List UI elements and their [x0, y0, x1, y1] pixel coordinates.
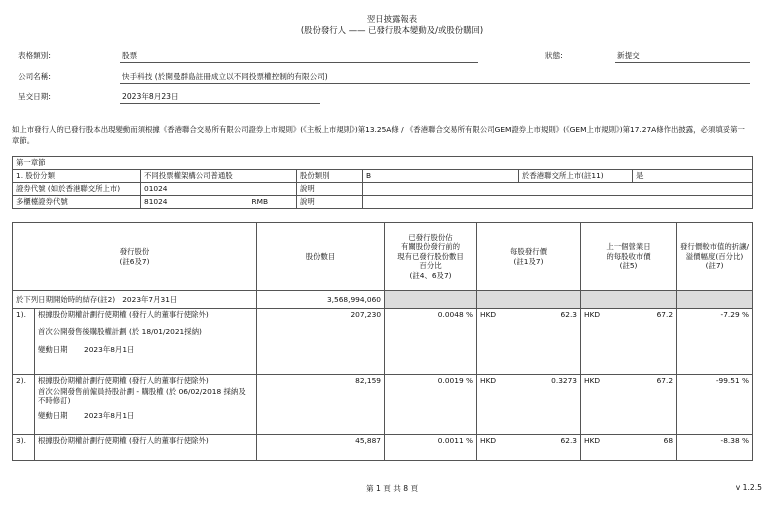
opening-balance-label: 於下列日期開始時的結存(註2) 2023年7月31日: [13, 291, 257, 309]
form-type-value: 股票: [120, 50, 478, 63]
row-close-price: 68: [609, 435, 677, 461]
row-issue-price: 62.3: [505, 309, 581, 375]
description-value: [363, 183, 753, 196]
status-label: 狀態:: [545, 51, 563, 60]
row-close-price: 67.2: [609, 375, 677, 435]
row-discount: -7.29 %: [677, 309, 753, 375]
row-discount: -99.51 %: [677, 375, 753, 435]
row-percentage: 0.0011 %: [385, 435, 477, 461]
table-row: [13, 435, 753, 461]
submission-date-label: 呈交日期:: [18, 92, 51, 101]
page-number: 第 1 頁 共 8 頁: [365, 484, 419, 493]
status-value: 新提交: [615, 50, 750, 63]
form-title: 翌日披露報表: [366, 14, 418, 24]
form-type-label: 表格類別:: [18, 51, 51, 60]
row-description: 根據股份期權計劃行使期權 (發行人的董事行使除外): [35, 435, 257, 461]
row-issue-price: 62.3: [505, 435, 581, 461]
section-header-table: [12, 156, 753, 209]
share-type-value: B: [363, 170, 519, 183]
row-shares: 45,887: [257, 435, 385, 461]
row-issue-price: 0.3273: [505, 375, 581, 435]
row-description: 根據股份期權計劃行使期權 (發行人的董事行使除外) 首次公開發售前僱員持股計劃 - 購股權 (於 06/02/2018 採納及不時修訂) 變動日期 2023年8月1日: [35, 375, 257, 435]
stock-code-value: 01024: [141, 183, 297, 196]
multi-counter-currency: RMB: [249, 196, 297, 209]
row-close-currency: HKD: [581, 435, 609, 461]
opening-balance-shares: 3,568,994,060: [257, 291, 385, 309]
form-subtitle: (股份發行人 —— 已發行股本變動及/或股份購回): [300, 25, 484, 35]
col-header-discount: 發行價較市值的折讓/ 溢價幅度(百分比) (註7): [677, 223, 753, 291]
share-type-label: 股份類別: [297, 170, 363, 183]
row-close-currency: HKD: [581, 375, 609, 435]
row-issue-currency: HKD: [477, 309, 505, 375]
share-class-label: 1. 股份分類: [13, 170, 141, 183]
multi-counter-label: 多櫃檯證券代號: [13, 196, 141, 209]
company-name-label: 公司名稱:: [18, 72, 51, 81]
share-class-value: 不同投票權架構公司普通股: [141, 170, 297, 183]
listed-label: 於香港聯交所上市(註11): [519, 170, 633, 183]
table-row: [13, 375, 753, 435]
listed-value: 是: [633, 170, 753, 183]
col-header-percentage: 已發行股份佔 有關股份發行前的 現有已發行股份數目 百分比 (註4、6及7): [385, 223, 477, 291]
multi-counter-value: 81024: [141, 196, 249, 209]
col-header-issue-price: 每股發行價 (註1及7): [477, 223, 581, 291]
row-percentage: 0.0048 %: [385, 309, 477, 375]
row-percentage: 0.0019 %: [385, 375, 477, 435]
description-label-2: 說明: [297, 196, 363, 209]
col-header-issued-shares: 發行股份 (註6及7): [13, 223, 257, 291]
row-shares: 82,159: [257, 375, 385, 435]
row-close-currency: HKD: [581, 309, 609, 375]
share-issue-table: [12, 222, 753, 461]
row-discount: -8.38 %: [677, 435, 753, 461]
table-row: [13, 309, 753, 375]
description-label: 說明: [297, 183, 363, 196]
row-issue-currency: HKD: [477, 375, 505, 435]
row-number: 3).: [13, 435, 35, 461]
row-close-price: 67.2: [609, 309, 677, 375]
row-issue-currency: HKD: [477, 435, 505, 461]
row-description: 根據股份期權計劃行使期權 (發行人的董事行使除外) 首次公開發售後購股權計劃 (於 18/01/2021採納) 變動日期 2023年8月1日: [35, 309, 257, 375]
submission-date-value: 2023年8月23日: [120, 91, 320, 104]
section-title: 第一章節: [13, 157, 753, 170]
row-number: 1).: [13, 309, 35, 375]
row-shares: 207,230: [257, 309, 385, 375]
col-header-share-count: 股份數目: [257, 223, 385, 291]
col-header-closing-price: 上一個營業日 的每股收市價 (註5): [581, 223, 677, 291]
intro-paragraph: 如上市發行人的已發行股本出現變動而須根據《香港聯合交易所有限公司證券上市規則》(《主板上市規則》)第13.25A條 / 《香港聯合交易所有限公司GEM證券上市規則》(《GEM上市規則》)第17.27A條作出披露，必須填妥第一章節。: [12, 125, 745, 145]
description-value-2: [363, 196, 753, 209]
row-number: 2).: [13, 375, 35, 435]
stock-code-label: 證券代號 (如於香港聯交所上市): [13, 183, 141, 196]
company-name-value: 快手科技 (於開曼群島註冊成立以不同投票權控制的有限公司): [120, 71, 750, 84]
version-label: v 1.2.5: [735, 483, 762, 492]
